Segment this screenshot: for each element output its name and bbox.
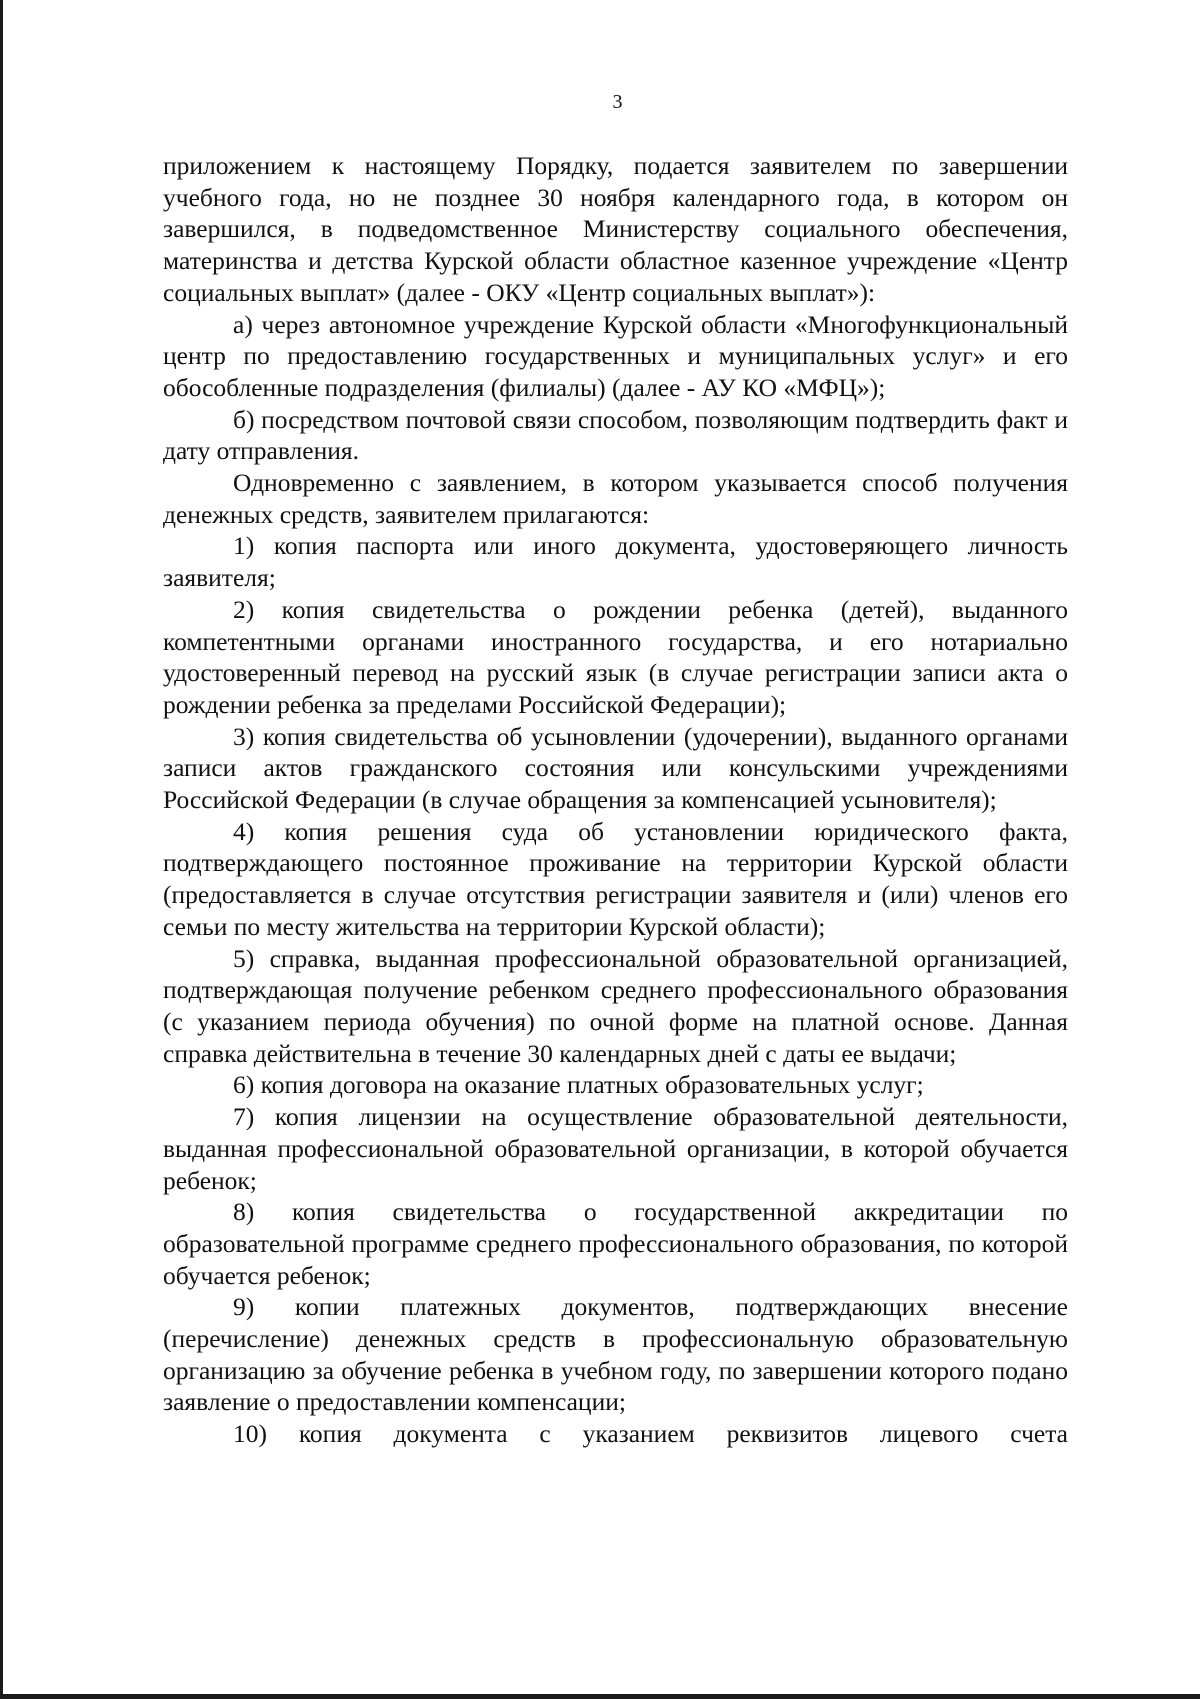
paragraph-item-6: 6) копия договора на оказание платных образовательных услуг;	[233, 1070, 924, 1100]
paragraph-item-5: 5) справка, выданная профессиональной образовательной организацией, подтверждающая получение ребенком среднего профессионального образования (с указанием периода обучения) по очной форме на платной основе. Данная справка действительна в течение 30 календарных дней с даты ее выдачи;	[163, 943, 1068, 1068]
paragraph-item-4: 4) копия решения суда об установлении юридического факта, подтверждающего постоянное проживание на территории Курской области (предоставляется в случае отсутствия регистрации заявителя и (или) членов его семьи по месту жительства на территории Курской области);	[163, 816, 1068, 941]
scan-edge-left	[0, 0, 3, 1699]
paragraph-item-1: 1) копия паспорта или иного документа, удостоверяющего личность заявителя;	[163, 531, 1068, 593]
paragraph-item-a: а) через автономное учреждение Курской области «Многофункциональный центр по предоставлению государственных и муниципальных услуг» и его обособленные подразделения (филиалы) (далее - АУ КО «МФЦ»);	[163, 309, 1068, 402]
page-number: 3	[612, 91, 623, 113]
scan-edge-bottom	[0, 1694, 1200, 1699]
paragraph-item-9: 9) копии платежных документов, подтверждающих внесение (перечисление) денежных средств в профессиональную образовательную организацию за обучение ребенка в учебном году, по завершении которого подано заявление о предоставлении компенсации;	[163, 1292, 1068, 1417]
paragraph-continuation: приложением к настоящему Порядку, подается заявителем по завершении учебного года, но не позднее 30 ноября календарного года, в котором он завершился, в подведомственное Министерству социального обеспечения, материнства и детства Курской области областное казенное учреждение «Центр социальных выплат» (далее - ОКУ «Центр социальных выплат»):	[163, 151, 1068, 307]
paragraph-item-7: 7) копия лицензии на осуществление образовательной деятельности, выданная профессиональной образовательной организации, в которой обучается ребенок;	[163, 1102, 1068, 1195]
paragraph-item-3: 3) копия свидетельства об усыновлении (удочерении), выданного органами записи актов гражданского состояния или консульскими учреждениями Российской Федерации (в случае обращения за компенсацией усыновителя);	[163, 721, 1068, 815]
paragraph-item-10: 10) копия документа с указанием реквизитов лицевого счета	[233, 1419, 1068, 1449]
paragraph-item-b: б) посредством почтовой связи способом, позволяющим подтвердить факт и дату отправления.	[163, 404, 1068, 466]
paragraph-item-2: 2) копия свидетельства о рождении ребенка (детей), выданного компетентными органами иностранного государства, и его нотариально удостоверенный перевод на русский язык (в случае регистрации записи акта о рождении ребенка за пределами Российской Федерации);	[163, 594, 1068, 719]
paragraph-attachments-intro: Одновременно с заявлением, в котором указывается способ получения денежных средств, заявителем прилагаются:	[163, 468, 1068, 529]
paragraph-item-8: 8) копия свидетельства о государственной аккредитации по образовательной программе среднего профессионального образования, по которой обучается ребенок;	[163, 1197, 1068, 1290]
body-text	[163, 150, 1068, 1450]
